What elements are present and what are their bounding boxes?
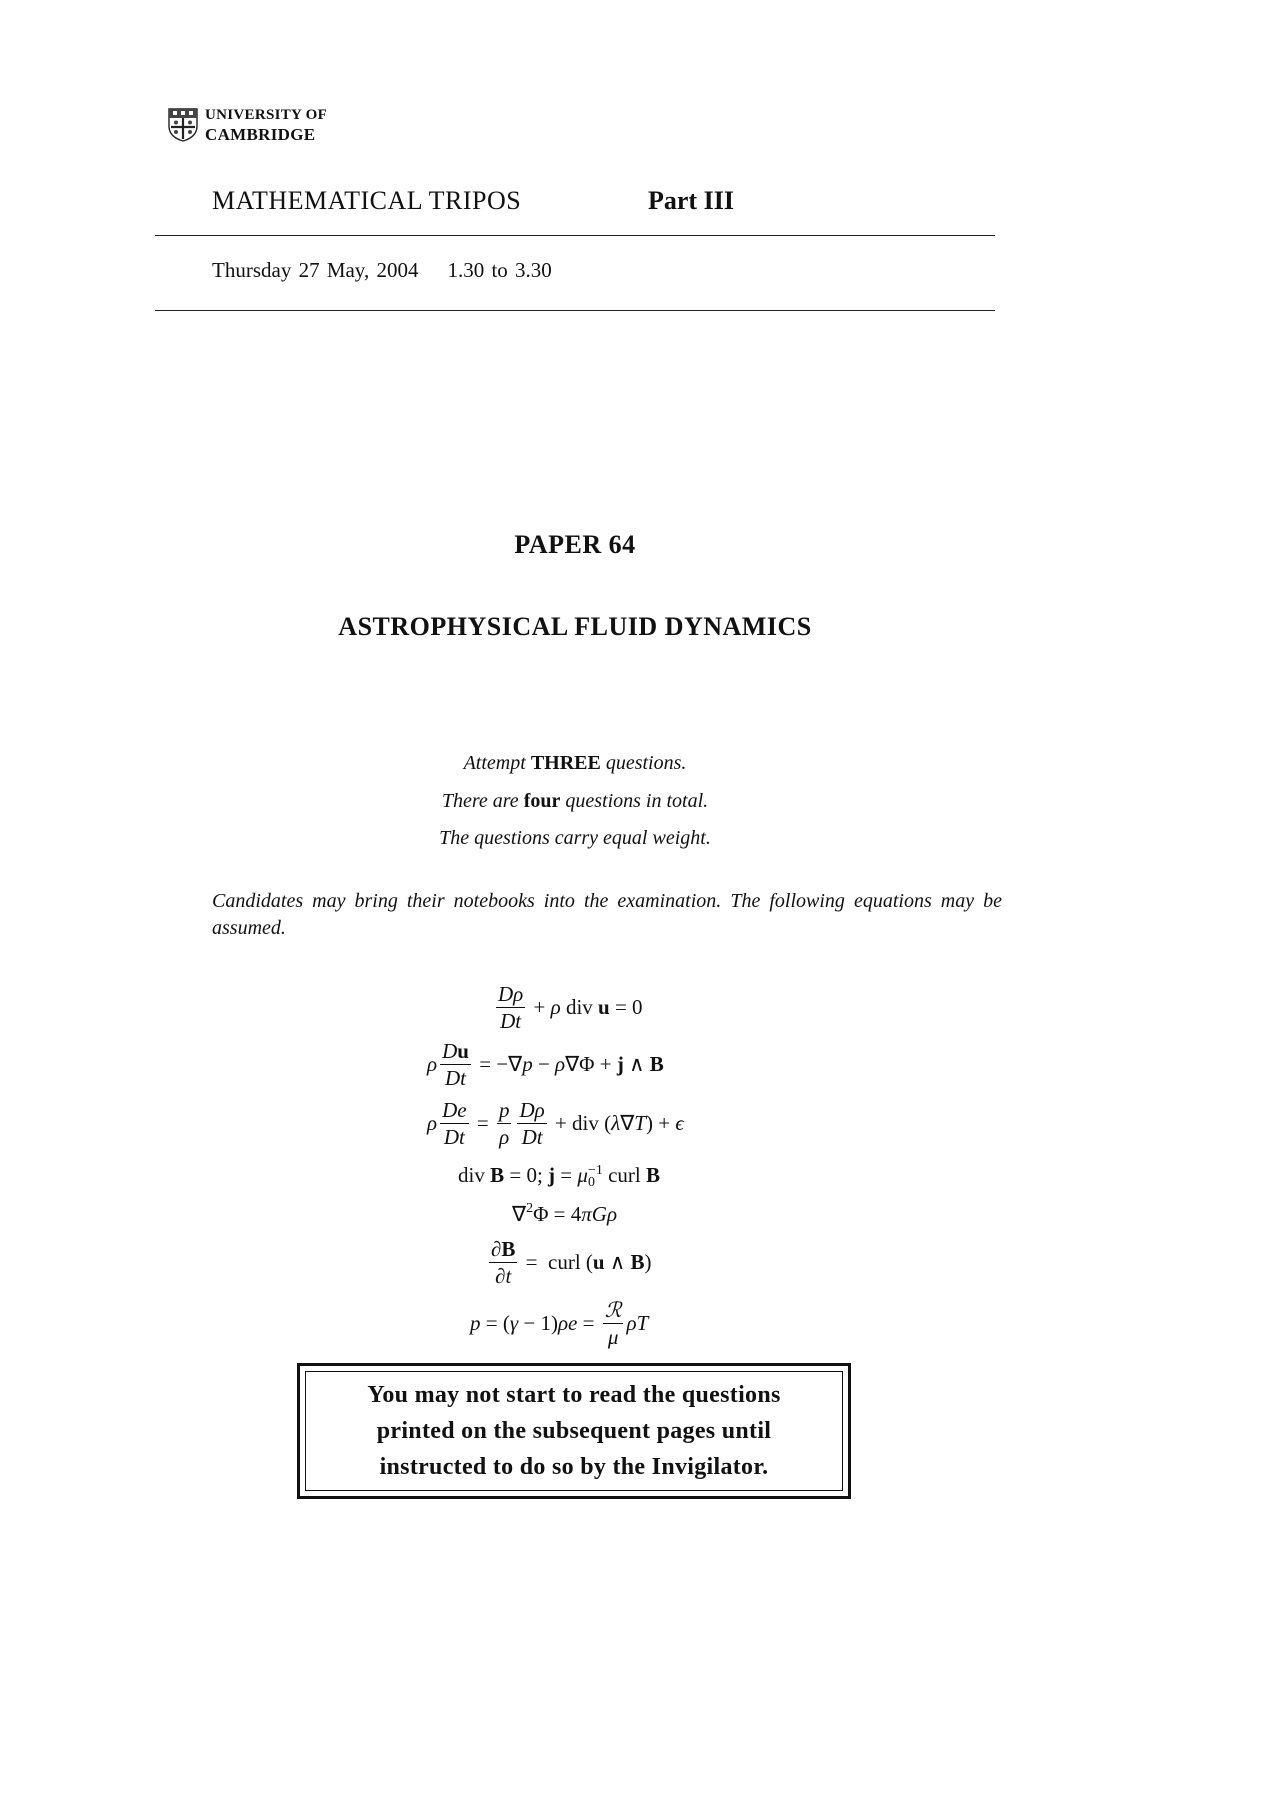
instruction-weight: The questions carry equal weight.: [439, 827, 711, 849]
equation-energy: ρ $\frac{De}{Dt}$ = $\frac{p}{\rho}$ $\frac{D\rho}{Dt}$ + div (λ∇T) + ϵ: [427, 1098, 684, 1149]
cambridge-crest-icon: [168, 108, 198, 142]
exam-date-time: Thursday 27 May, 2004 1.30 to 3.30: [212, 258, 552, 282]
exam-title: MATHEMATICAL TRIPOS: [212, 186, 522, 215]
equation-divergence-current: div B = 0; j = μ −1 0 curl B: [458, 1163, 661, 1191]
equation-momentum: ρ $\frac{Du}{Dt}$ = −∇p − ρ∇Φ + j ∧ B: [427, 1039, 664, 1090]
logo-line-1: UNIVERSITY OF: [205, 107, 328, 123]
equation-induction: $\frac{\partial B}{\partial t}$ = curl (u ∧ B): [491, 1237, 652, 1288]
paper-number: PAPER 64: [514, 530, 636, 559]
instruction-attempt: Attempt THREE questions.: [463, 752, 687, 774]
university-logo: [168, 106, 327, 144]
bottom-divider: [155, 310, 995, 311]
logo-line-2: CAMBRIDGE: [205, 125, 316, 144]
instruction-total: There are four questions in total.: [441, 790, 709, 812]
equation-continuity: $\frac{D\rho}{Dt}$ + ρ div u = 0: [498, 982, 643, 1033]
exam-part: Part III: [648, 186, 734, 215]
top-divider: [155, 235, 995, 236]
invigilator-notice-text: You may not start to read the questions printed on the subsequent pages until instructed to do so by the Invigilator.: [367, 1382, 781, 1480]
invigilator-notice-box: [297, 1363, 851, 1499]
candidates-note: Candidates may bring their notebooks into the examination. The following equations may be assumed.: [212, 890, 1002, 939]
equation-poisson: ∇$^2$Φ = 4πGρ: [512, 1201, 618, 1226]
paper-subject: ASTROPHYSICAL FLUID DYNAMICS: [338, 612, 812, 641]
equation-state: p = (γ − 1)ρe = $\frac{\text{ℛ}}{\mu}$ ρT: [470, 1298, 649, 1349]
